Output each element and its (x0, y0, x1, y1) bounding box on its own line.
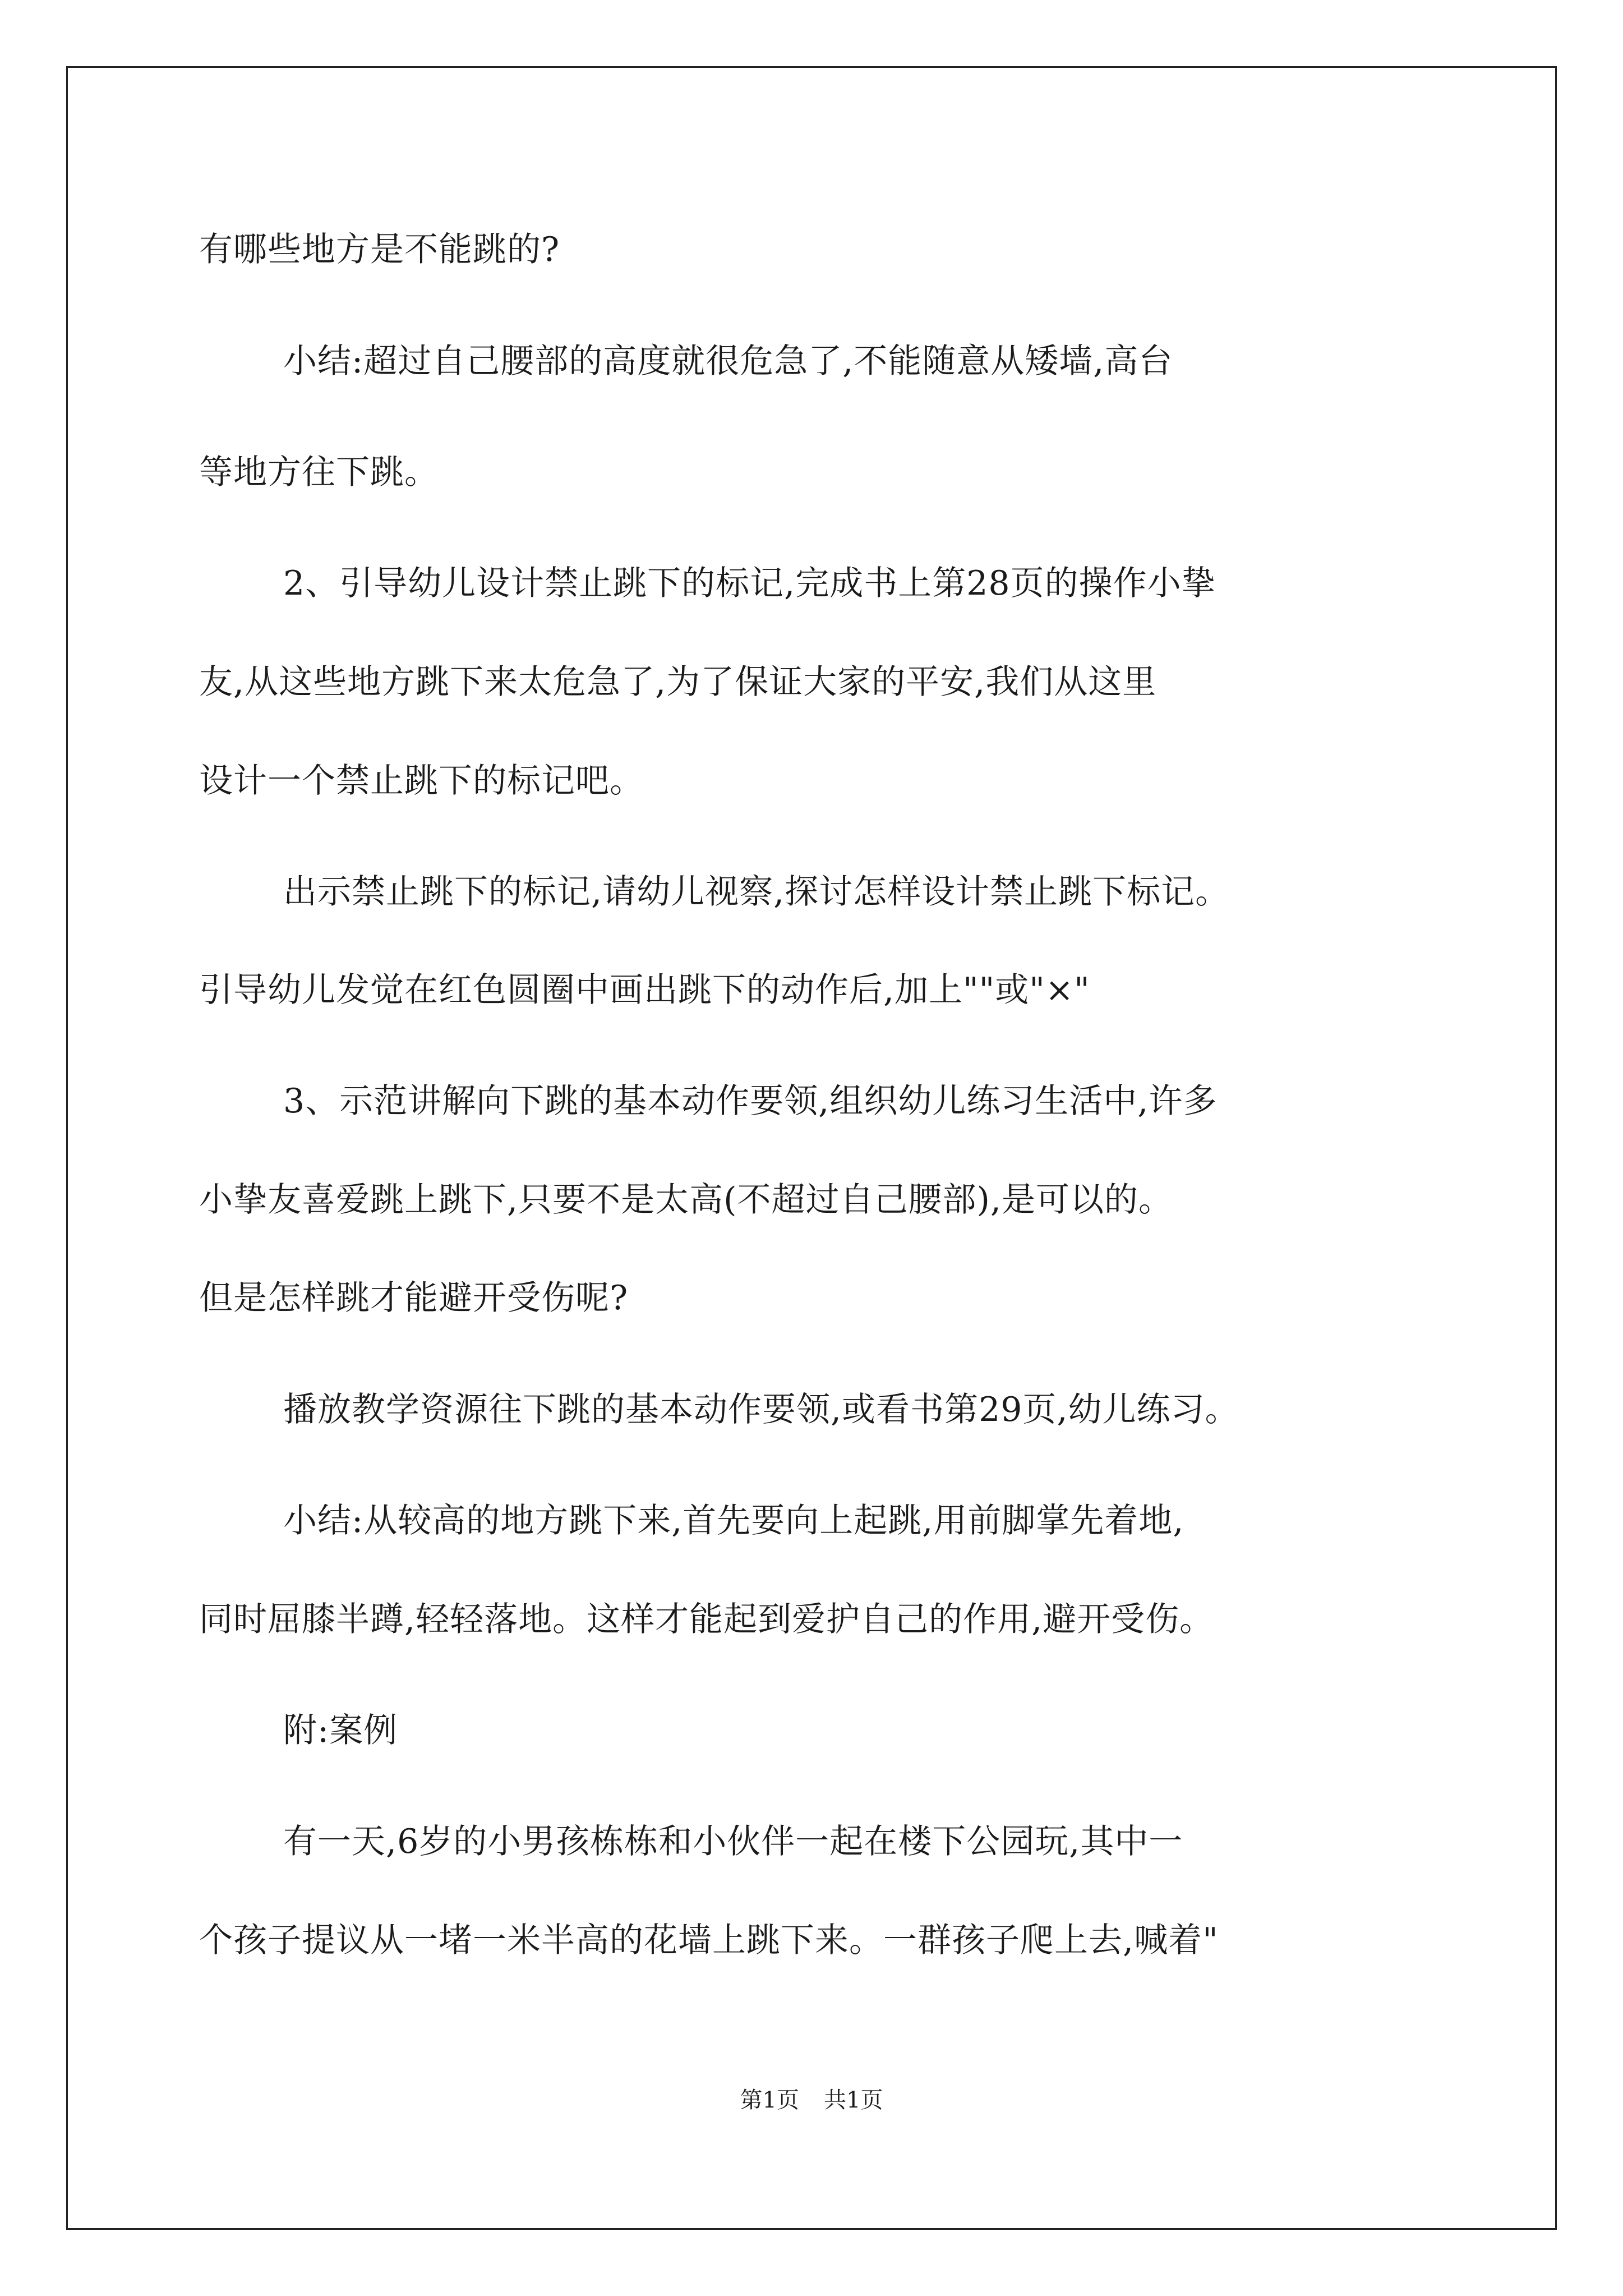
text-line: 引导幼儿发觉在红色圆圈中画出跳下的动作后,加上""或"×" (199, 970, 1090, 1010)
text-line: 同时屈膝半蹲,轻轻落地。这样才能起到爱护自己的作用,避开受伤。 (199, 1600, 1214, 1639)
text-line: 友,从这些地方跳下来太危急了,为了保证大家的平安,我们从这里 (199, 662, 1157, 702)
text-line: 小结:从较高的地方跳下来,首先要向上起跳,用前脚掌先着地, (283, 1501, 1184, 1540)
text-line: 小挚友喜爱跳上跳下,只要不是太高(不超过自己腰部),是可以的。 (199, 1180, 1173, 1220)
text-line: 2、引导幼儿设计禁止跳下的标记,完成书上第28页的操作小挚 (283, 564, 1216, 603)
page-total: 共1页 (824, 2087, 883, 2113)
text-line: 但是怎样跳才能避开受伤呢? (199, 1278, 629, 1318)
text-line: 等地方往下跳。 (199, 453, 439, 492)
page-footer (0, 2085, 1623, 2116)
text-line: 有一天,6岁的小男孩栋栋和小伙伴一起在楼下公园玩,其中一 (283, 1822, 1183, 1861)
text-line: 3、示范讲解向下跳的基本动作要领,组织幼儿练习生活中,许多 (283, 1082, 1218, 1121)
text-line: 附:案例 (283, 1711, 398, 1750)
text-line: 有哪些地方是不能跳的? (199, 230, 560, 269)
text-line: 播放教学资源往下跳的基本动作要领,或看书第29页,幼儿练习。 (283, 1390, 1239, 1429)
text-line: 小结:超过自己腰部的高度就很危急了,不能随意从矮墙,高台 (283, 342, 1173, 381)
page-border (66, 66, 1557, 2230)
text-line: 设计一个禁止跳下的标记吧。 (199, 761, 644, 800)
text-line: 出示禁止跳下的标记,请幼儿视察,探讨怎样设计禁止跳下标记。 (283, 872, 1230, 912)
page-number: 第1页 (740, 2087, 799, 2113)
text-line: 个孩子提议从一堵一米半高的花墙上跳下来。一群孩子爬上去,喊着" (199, 1921, 1219, 1960)
